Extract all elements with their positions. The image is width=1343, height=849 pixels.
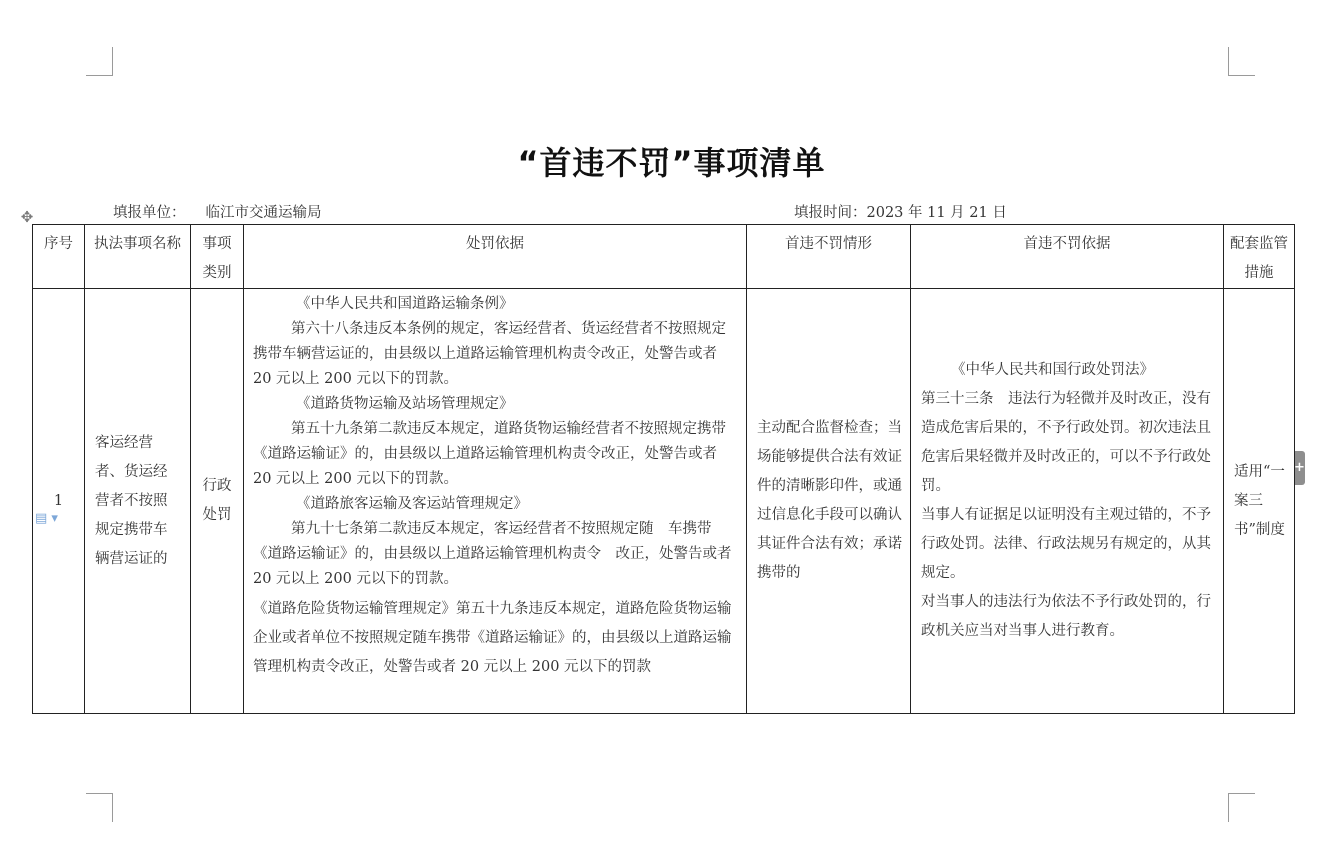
no-penalty-clause-3: 对当事人的违法行为依法不予行政处罚的，行政机关应当对当事人进行教育。 <box>921 594 1211 639</box>
reporting-unit <box>113 201 322 222</box>
crop-mark-bottom-right <box>1228 793 1255 822</box>
row-item-name: 客运经营者、货运经营者不按照规定携带车辆营运证的 <box>85 289 191 714</box>
basis-law-3: 《道路旅客运输及客运站管理规定》 <box>296 496 528 512</box>
basis-law-2: 《道路货物运输及站场管理规定》 <box>296 396 514 412</box>
basis-article-1: 第六十八条违反本条例的规定，客运经营者、货运经营者不按照规定携带车辆营运证的，由县级以上道路运输管理机构责令改正，处警告或者 20 元以上 200 元以下的罚款。 <box>253 321 726 387</box>
reporting-unit-label: 填报单位： <box>113 205 186 221</box>
crop-mark-top-right <box>1228 47 1255 76</box>
paste-options-icon[interactable]: ▤ ▾ <box>35 511 58 526</box>
crop-mark-top-left <box>86 47 113 76</box>
table-row <box>33 289 1295 714</box>
row-no-penalty-basis <box>911 289 1224 714</box>
basis-article-2: 第五十九条第二款违反本规定，道路货物运输经营者不按照规定携带《道路运输证》的，由县级以上道路运输管理机构责令改正，处警告或者 20 元以上 200 元以下的罚款。 <box>253 421 726 487</box>
header-category: 事项类别 <box>191 225 244 289</box>
table-header-row <box>33 225 1295 289</box>
basis-law-1: 《中华人民共和国道路运输条例》 <box>296 296 514 312</box>
reporting-unit-value: 临江市交通运输局 <box>205 205 322 221</box>
basis-article-3: 第九十七条第二款违反本规定，客运经营者不按照规定随 车携带《道路运输证》的，由县级以上道路运输管理机构责令 改正，处警告或者 20 元以上 200 元以下的罚款。 <box>253 521 732 587</box>
basis-article-4: 《道路危险货物运输管理规定》第五十九条违反本规定，道路危险货物运输企业或者单位不按照规定随车携带《道路运输证》的，由县级以上道路运输管理机构责令改正，处警告或者 20 元以上 200 元以下的罚款 <box>253 601 732 675</box>
row-situation: 主动配合监督检查；当场能够提供合法有效证件的清晰影印件，或通过信息化手段可以确认其证件合法有效；承诺携带的 <box>747 289 911 714</box>
header-no: 序号 <box>33 225 85 289</box>
header-situation: 首违不罚情形 <box>747 225 911 289</box>
report-time-value: 2023 年 11 月 21 日 <box>866 205 1007 221</box>
no-penalty-clause-2: 当事人有证据足以证明没有主观过错的，不予行政处罚。法律、行政法规另有规定的，从其规定。 <box>921 507 1211 581</box>
header-no-penalty-basis: 首违不罚依据 <box>911 225 1224 289</box>
header-name: 执法事项名称 <box>85 225 191 289</box>
items-table <box>32 224 1295 714</box>
table-move-handle-icon[interactable]: ✥ <box>20 208 34 226</box>
row-penalty-basis[interactable] <box>244 289 747 714</box>
no-penalty-article: 第三十三条 违法行为轻微并及时改正，没有造成危害后果的，不予行政处罚。初次违法且危害后果轻微并及时改正的，可以不予行政处罚。 <box>921 391 1211 494</box>
report-time-label: 填报时间： <box>794 205 867 221</box>
report-time <box>794 201 1007 222</box>
header-measures: 配套监管措施 <box>1224 225 1295 289</box>
document-title: “首违不罚”事项清单 <box>517 144 826 182</box>
row-category: 行政处罚 <box>191 289 244 714</box>
add-column-handle-icon[interactable]: + <box>1294 451 1305 485</box>
crop-mark-bottom-left <box>86 793 113 822</box>
row-no: 1 <box>33 289 85 714</box>
header-basis: 处罚依据 <box>244 225 747 289</box>
no-penalty-law: 《中华人民共和国行政处罚法》 <box>951 362 1154 378</box>
row-measures: 适用“一案三书”制度 <box>1224 289 1295 714</box>
